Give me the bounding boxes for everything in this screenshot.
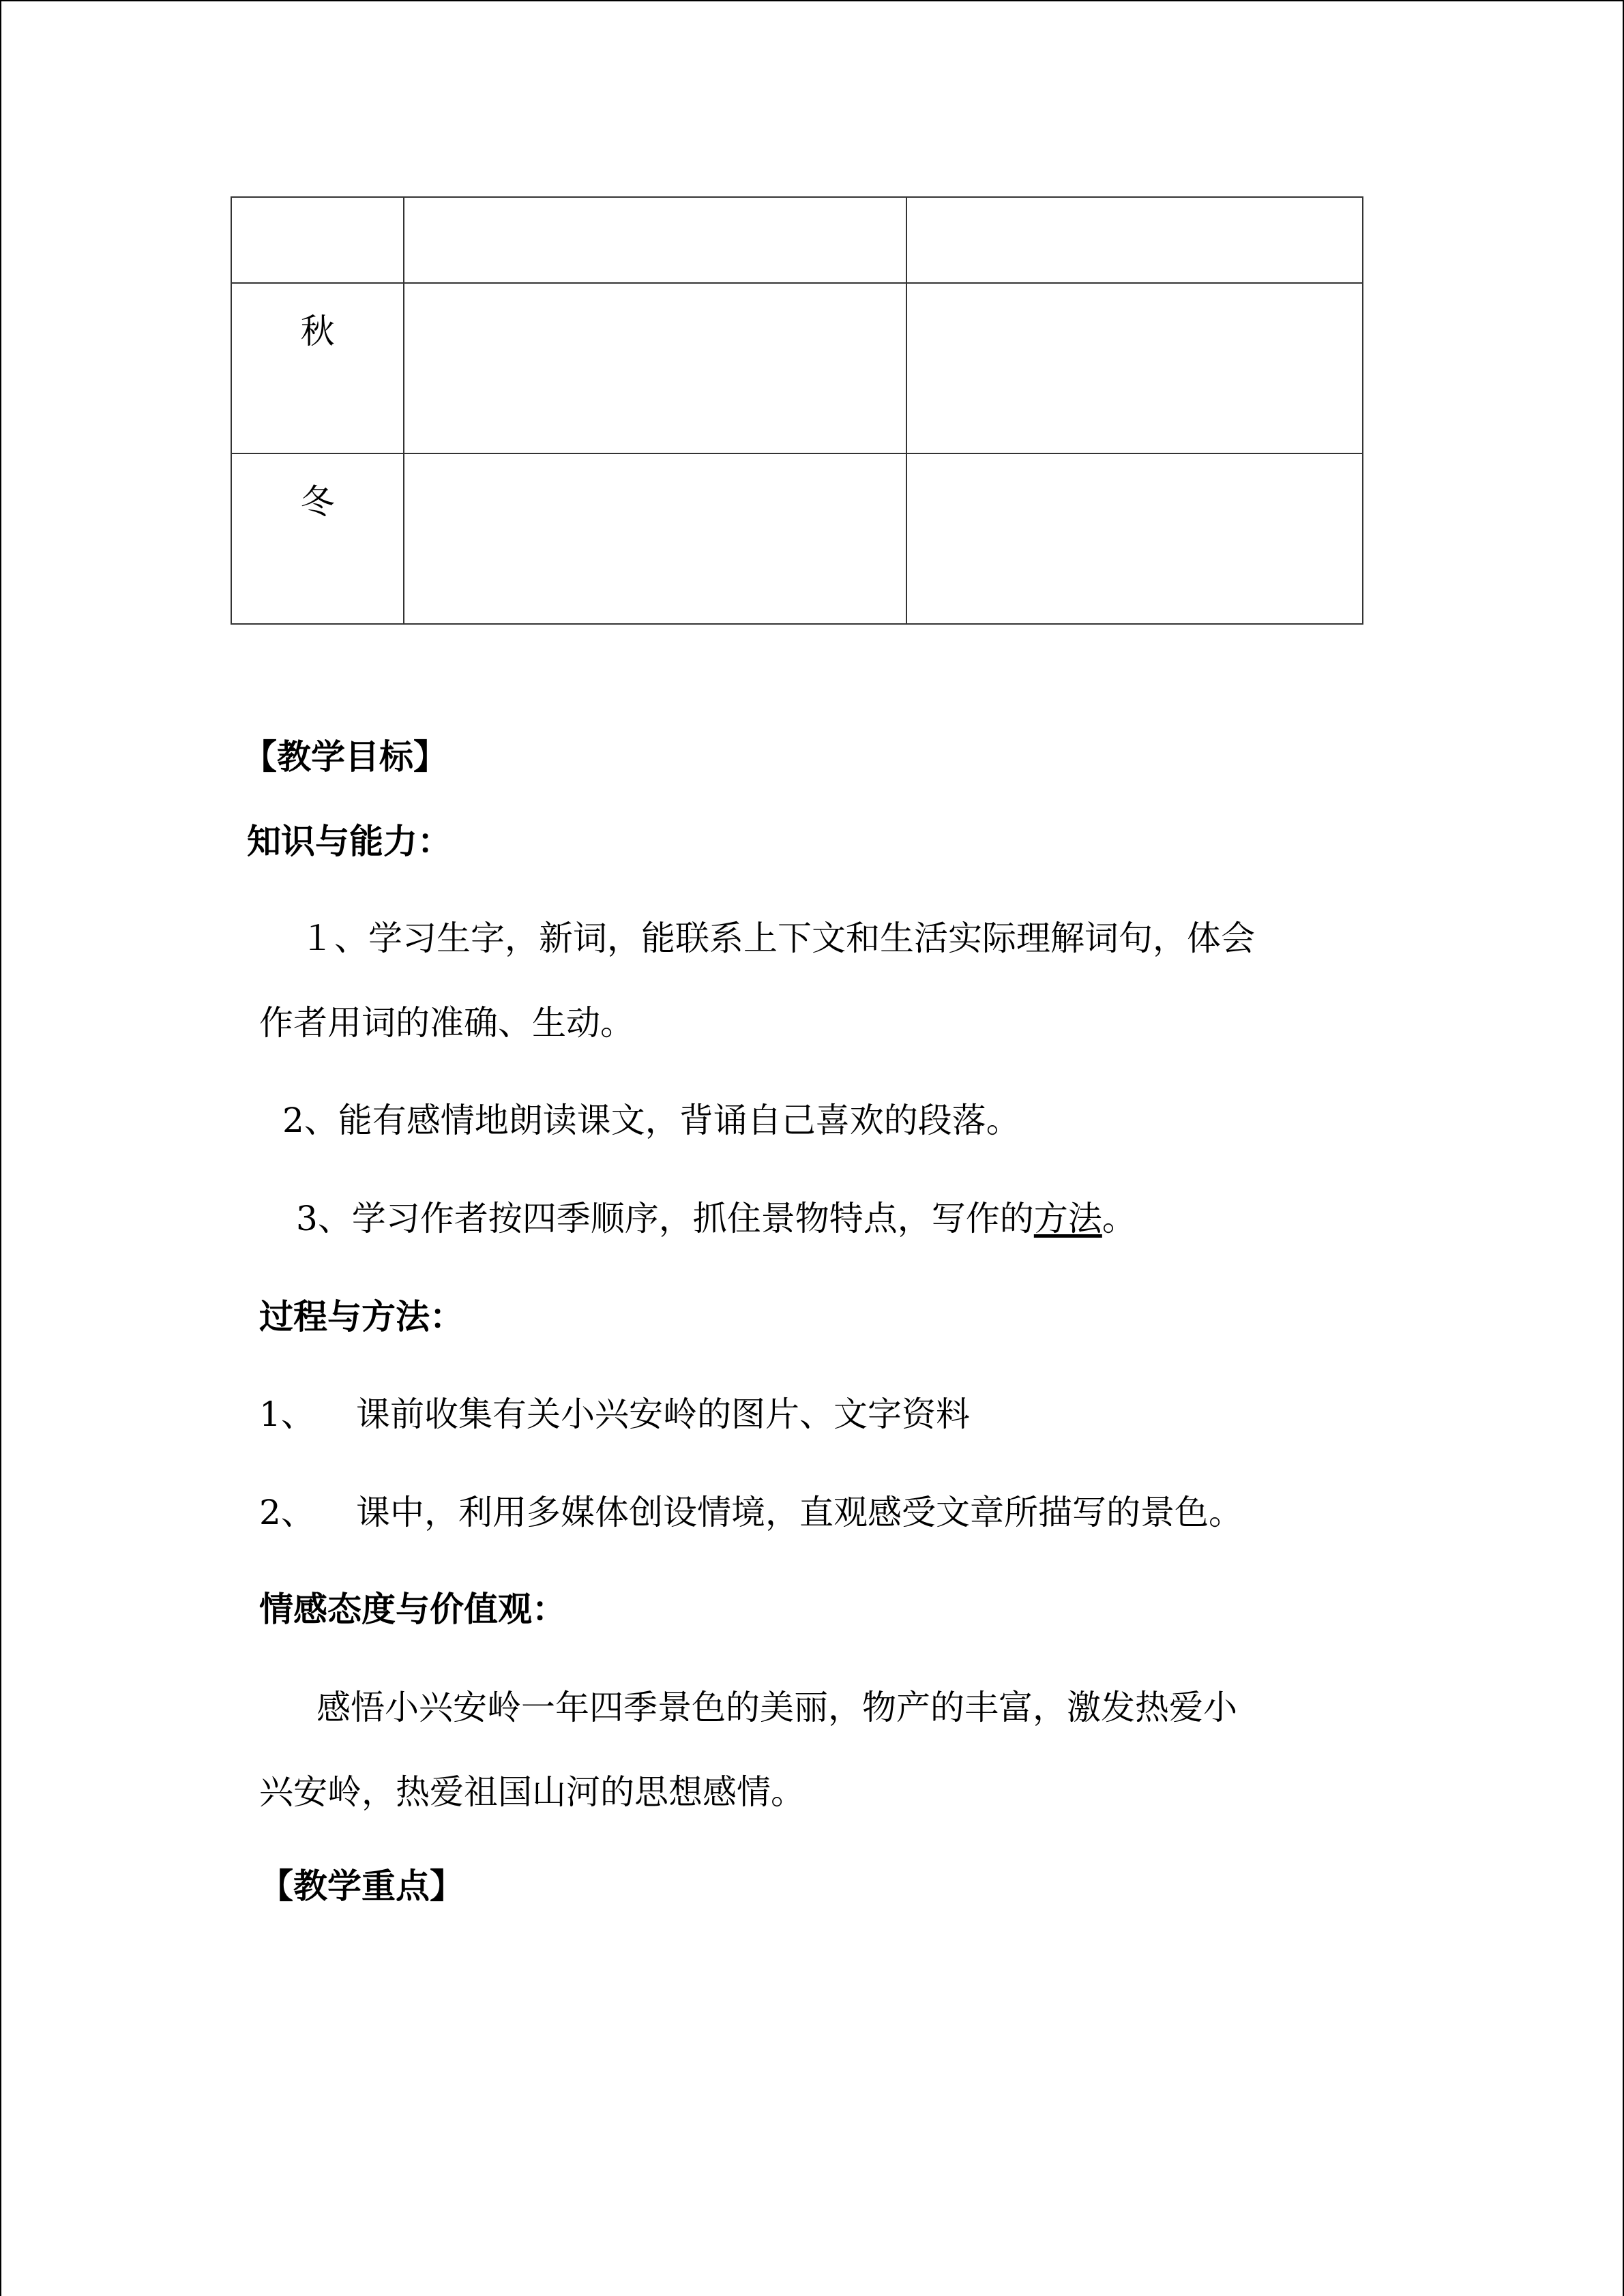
emotion-line-1: 感悟小兴安岭一年四季景色的美丽，物产的丰富，激发热爱小 <box>316 1688 1237 1727</box>
page-border-left <box>0 0 1 2296</box>
table-cell-label <box>231 197 404 283</box>
table-cell <box>404 283 906 453</box>
season-table <box>231 196 1363 625</box>
table-cell <box>906 453 1363 624</box>
knowledge-item-3-underlined: 方法 <box>1033 1199 1102 1238</box>
process-item-1-text: 课前收集有关小兴安岭的图片、文字资料 <box>356 1395 970 1434</box>
knowledge-item-3 <box>296 1198 1136 1239</box>
process-item-2-text: 课中，利用多媒体创设情境，直观感受文章所描写的景色。 <box>356 1493 1243 1532</box>
table-cell-label: 冬 <box>231 453 404 624</box>
table-row <box>231 197 1363 283</box>
knowledge-item-1-line-2: 作者用词的准确、生动。 <box>259 1003 634 1043</box>
table-cell <box>906 197 1363 283</box>
page-border-top <box>0 0 1624 1</box>
knowledge-item-3-text: 3、学习作者按四季顺序，抓住景物特点，写作的 <box>296 1199 1034 1238</box>
table-cell <box>404 453 906 624</box>
knowledge-item-3-suffix: 。 <box>1102 1199 1136 1238</box>
focus-heading: 【教学重点】 <box>259 1866 464 1906</box>
table-cell-label: 秋 <box>231 283 404 453</box>
emotion-title: 情感态度与价值观： <box>259 1590 566 1629</box>
emotion-line-2: 兴安岭，热爱祖国山河的思想感情。 <box>259 1772 805 1812</box>
process-item-1-number: 1、 <box>259 1395 315 1434</box>
process-title: 过程与方法： <box>259 1297 464 1337</box>
knowledge-title: 知识与能力： <box>247 822 452 861</box>
table-cell <box>906 283 1363 453</box>
knowledge-item-1-line-1: １、学习生字，新词，能联系上下文和生活实际理解词句，体会 <box>300 919 1255 958</box>
table-cell <box>404 197 906 283</box>
table-row <box>231 453 1363 624</box>
process-item-2-number: 2、 <box>259 1493 315 1532</box>
table-row <box>231 283 1363 453</box>
goals-heading: 【教学目标】 <box>243 737 447 777</box>
knowledge-item-2: 2、能有感情地朗读课文，背诵自己喜欢的段落。 <box>282 1101 1020 1140</box>
